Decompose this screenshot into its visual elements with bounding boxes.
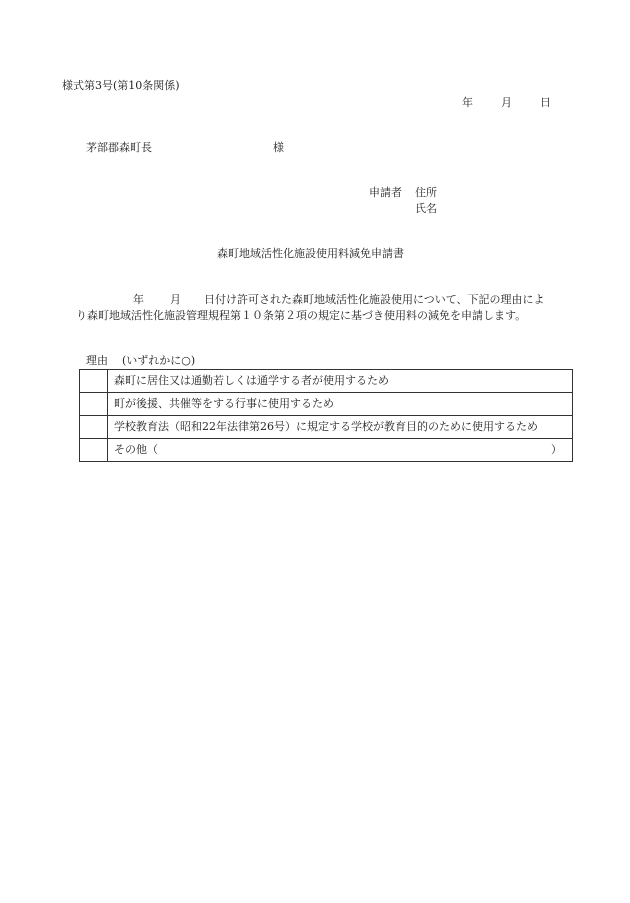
reason-heading bbox=[86, 354, 195, 368]
reason-instruction: (いずれかに○) bbox=[122, 354, 196, 367]
reason-text: 町が後援、共催等をする行事に使用するため bbox=[108, 393, 573, 416]
reason-other-cell[interactable] bbox=[108, 439, 573, 462]
table-row bbox=[80, 439, 573, 462]
reason-other-label: その他（ bbox=[114, 443, 158, 456]
reason-table bbox=[79, 369, 573, 462]
body-line-2: り森町地域活性化施設管理規程第１０条第２項の規定に基づき使用料の減免を申請します。 bbox=[76, 309, 527, 322]
reason-text: 森町に居住又は通勤若しくは通学する者が使用するため bbox=[108, 370, 573, 393]
reason-label: 理由 bbox=[86, 354, 108, 367]
body-line-1 bbox=[133, 293, 545, 307]
reason-check-cell[interactable] bbox=[80, 416, 108, 439]
reason-check-cell[interactable] bbox=[80, 439, 108, 462]
addressee-honorific: 様 bbox=[273, 141, 284, 154]
address-label: 住所 bbox=[415, 186, 437, 199]
document-title: 森町地域活性化施設使用料減免申請書 bbox=[217, 247, 404, 260]
reason-check-cell[interactable] bbox=[80, 393, 108, 416]
table-row bbox=[80, 370, 573, 393]
name-label: 氏名 bbox=[415, 202, 437, 215]
date-year: 年 bbox=[462, 96, 473, 109]
table-row bbox=[80, 393, 573, 416]
reason-check-cell[interactable] bbox=[80, 370, 108, 393]
body-month: 月 bbox=[170, 293, 181, 306]
date-month: 月 bbox=[501, 96, 512, 109]
date-line bbox=[462, 96, 551, 110]
reason-other-close: ） bbox=[551, 443, 562, 456]
body-year: 年 bbox=[133, 293, 144, 306]
reason-text: 学校教育法（昭和22年法律第26号）に規定する学校が教育目的のために使用するため bbox=[108, 416, 573, 439]
table-row bbox=[80, 416, 573, 439]
applicant-label: 申請者 bbox=[369, 186, 402, 199]
date-day: 日 bbox=[540, 96, 551, 109]
body-line-1-text: 日付け許可された森町地域活性化施設使用について、下記の理由によ bbox=[204, 293, 545, 306]
form-number: 様式第3号(第10条関係) bbox=[62, 79, 180, 92]
addressee-name: 茅部郡森町長 bbox=[86, 141, 152, 154]
